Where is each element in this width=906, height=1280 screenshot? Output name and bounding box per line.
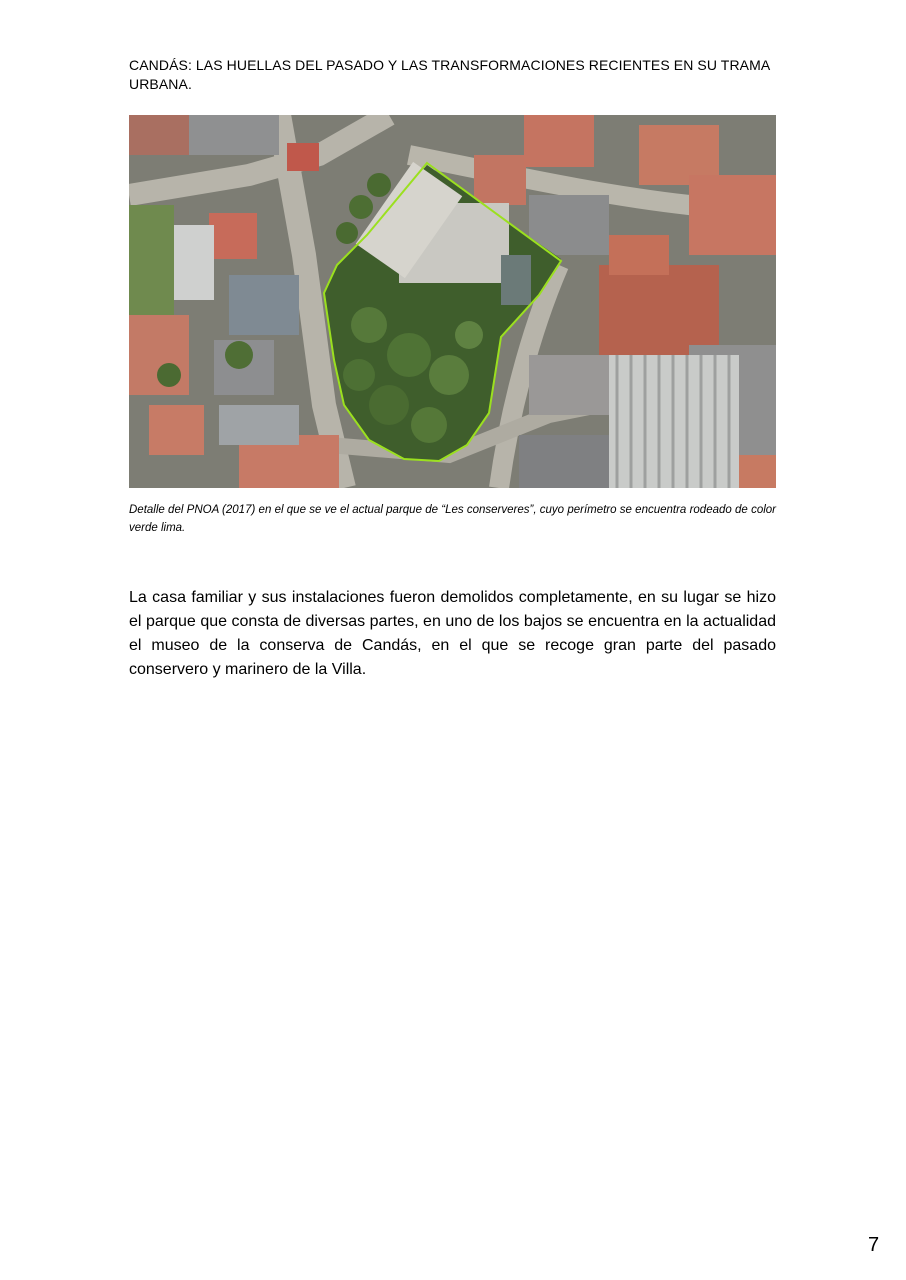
building-roof [209,213,257,259]
building-roof [474,155,526,205]
figure-caption: Detalle del PNOA (2017) en el que se ve el actual parque de “Les conserveres”, cuyo perímetro se encuentra rodeado de color verde lima. [129,504,776,534]
building-roof [174,225,214,300]
building-roof [219,405,299,445]
building-roof [599,265,719,355]
aerial-photo [129,115,776,488]
tree [225,341,253,369]
building-roof [519,435,609,488]
building-roof [129,115,189,155]
tree [336,222,358,244]
building-roof [149,405,204,455]
tree [157,363,181,387]
page-header-title: CANDÁS: LAS HUELLAS DEL PASADO Y LAS TRANSFORMACIONES RECIENTES EN SU TRAMA URBANA. [129,57,770,92]
body-paragraph: La casa familiar y sus instalaciones fueron demolidos completamente, en su lugar se hizo el parque que consta de diversas partes, en uno de los bajos se encuentra en la actualidad el museo de la conserva de Candás, en el que se recoge gran parte del pasado conservero y marinero de la Villa. [129,589,776,678]
page-number: 7 [868,1234,880,1256]
tree [367,173,391,197]
building-roof [189,115,279,155]
building-roof [689,175,776,255]
building-roof [529,355,609,415]
green-area [129,205,174,315]
warehouse-roof [609,355,739,488]
aerial-photo-drawing [129,115,776,488]
building-roof [609,235,669,275]
building-roof [287,143,319,171]
building-roof [129,315,189,395]
building-roof [524,115,594,167]
tree [349,195,373,219]
building-roof [229,275,299,335]
